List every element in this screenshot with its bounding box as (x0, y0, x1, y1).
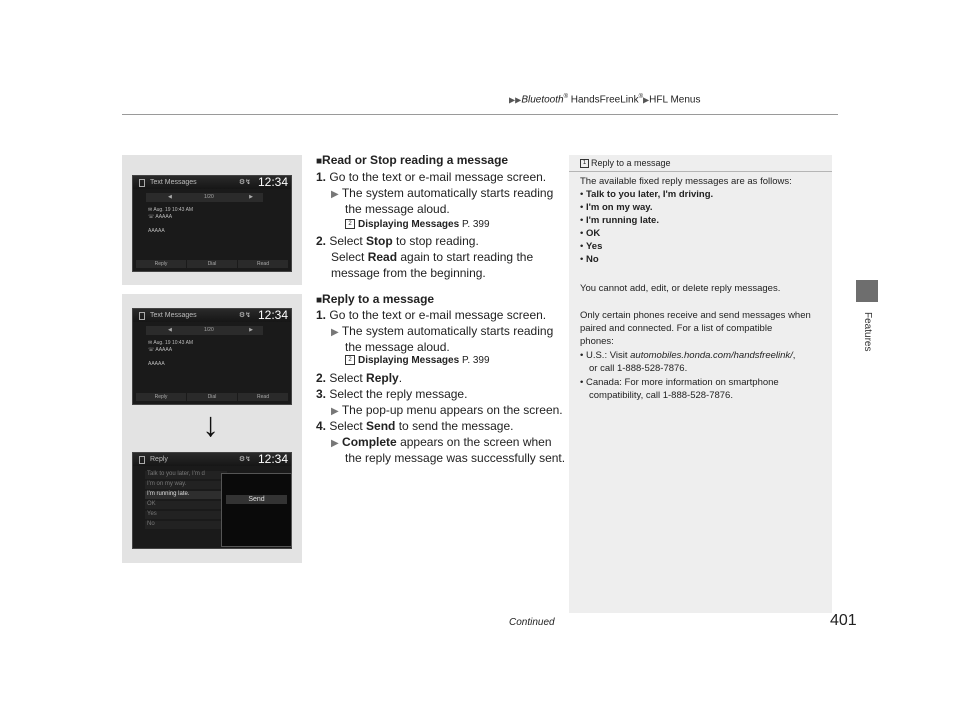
step-2-line-3: message from the beginning. (331, 266, 486, 280)
cross-reference[interactable]: 2 Displaying Messages P. 399 (345, 219, 490, 230)
message-sender: ☏ AAAAA (148, 214, 173, 220)
read-button[interactable]: Read (238, 393, 288, 401)
text-messages-screen (132, 308, 292, 405)
side-note-compat: paired and connected. For a list of compatible (580, 323, 773, 334)
reply-screen (132, 452, 292, 549)
page-number: 401 (830, 612, 857, 629)
step-4-result-cont: the reply message was successfully sent. (345, 451, 566, 465)
read-button[interactable]: Read (238, 260, 288, 268)
screen-title: Text Messages (150, 312, 197, 319)
canada-contact: • Canada: For more information on smartphone (580, 377, 779, 388)
status-icon: ⚙↯ (238, 312, 251, 319)
reply-item[interactable]: Talk to you later, I'm d (145, 471, 227, 479)
reply-option: • Yes (580, 241, 603, 252)
message-body: AAAAA (148, 361, 165, 367)
reference-icon: 2 (345, 355, 355, 365)
screen-button-bar (136, 393, 288, 401)
screen-title: Text Messages (150, 179, 197, 186)
pager-count: 1/20 (204, 327, 214, 333)
arrow-icon: ▶▶ (509, 95, 522, 105)
chapter-tab-label: Features (862, 312, 873, 352)
side-note-title: 1 Reply to a message (580, 158, 671, 169)
reference-icon: 2 (345, 219, 355, 229)
side-note-divider (569, 171, 832, 172)
step-3: 3. Select the reply message. (316, 387, 468, 401)
screen-title: Reply (150, 456, 168, 463)
message-pager[interactable] (146, 326, 263, 335)
step-1: 1. Go to the text or e-mail message screen. (316, 170, 547, 184)
next-arrow-icon[interactable]: ▶ (249, 327, 253, 333)
screenshot-panel-1 (122, 155, 302, 285)
dial-button[interactable]: Dial (187, 260, 237, 268)
reply-button[interactable]: Reply (136, 393, 186, 401)
section-heading: ■Reply to a message (316, 292, 435, 306)
prev-arrow-icon[interactable]: ◀ (168, 194, 172, 200)
send-button[interactable]: Send (226, 495, 287, 504)
section-reply (316, 292, 566, 472)
breadcrumb-hfl: HandsFreeLink (568, 94, 639, 106)
note-icon: 1 (580, 159, 589, 168)
side-note-intro: The available fixed reply messages are as follows: (580, 176, 792, 187)
breadcrumb-hfl-menus: HFL Menus (649, 94, 701, 106)
step-2: 2. Select Reply. (316, 371, 403, 385)
us-contact-phone: or call 1-888-528-7876. (589, 363, 688, 374)
side-note-compat: Only certain phones receive and send messages when (580, 310, 811, 321)
step-2: 2. Select Stop to stop reading. (316, 234, 479, 248)
pager-count: 1/20 (204, 194, 214, 200)
screen-button-bar (136, 260, 288, 268)
message-sender: ☏ AAAAA (148, 347, 173, 353)
status-icon: ⚙↯ (238, 456, 251, 463)
reply-option: • Talk to you later, I'm driving. (580, 189, 714, 200)
clock: 12:34 (257, 308, 288, 322)
screenshot-panel-2 (122, 294, 302, 563)
step-1: 1. Go to the text or e-mail message screen. (316, 308, 547, 322)
step-1-result-cont: the message aloud. (345, 340, 450, 354)
next-arrow-icon[interactable]: ▶ (249, 194, 253, 200)
reply-button[interactable]: Reply (136, 260, 186, 268)
step-1-result: ▶ The system automatically starts reading (331, 324, 554, 338)
prev-arrow-icon[interactable]: ◀ (168, 327, 172, 333)
reply-item[interactable]: OK (145, 501, 227, 509)
reply-item[interactable]: No (145, 521, 227, 529)
reply-item-selected[interactable]: I'm running late. (145, 491, 227, 499)
continued-label: Continued (509, 617, 555, 628)
registered-mark: ® (638, 94, 644, 100)
status-icon: ⚙↯ (238, 179, 251, 186)
chapter-tab-marker (856, 280, 878, 302)
cross-reference[interactable]: 2 Displaying Messages P. 399 (345, 355, 490, 366)
message-body: AAAAA (148, 228, 165, 234)
message-date: ✉ Aug. 19 10:43 AM (148, 207, 194, 213)
side-note-compat: phones: (580, 336, 614, 347)
header-divider (122, 114, 838, 115)
reply-item[interactable]: I'm on my way. (145, 481, 227, 489)
clock: 12:34 (257, 452, 288, 466)
reply-option: • No (580, 254, 599, 265)
step-2-line-2: Select Read again to start reading the (331, 250, 534, 264)
chapter-tab (853, 312, 881, 382)
breadcrumb (509, 94, 701, 105)
clock: 12:34 (257, 175, 288, 189)
arrow-icon: ▶ (643, 95, 650, 105)
phone-icon (139, 312, 145, 320)
step-4-result: ▶ Complete appears on the screen when (331, 435, 552, 449)
section-read-stop (316, 153, 566, 293)
step-4: 4. Select Send to send the message. (316, 419, 514, 433)
us-contact: • U.S.: Visit automobiles.honda.com/handsfreelink/, (580, 350, 796, 361)
reply-option: • OK (580, 228, 601, 239)
message-date: ✉ Aug. 19 10:43 AM (148, 340, 194, 346)
registered-mark: ® (563, 94, 568, 100)
down-arrow-icon: ↓ (202, 406, 219, 444)
message-pager[interactable] (146, 193, 263, 202)
send-popup (221, 473, 292, 547)
reply-option: • I'm on my way. (580, 202, 653, 213)
text-messages-screen (132, 175, 292, 272)
step-1-result: ▶ The system automatically starts reading (331, 186, 554, 200)
reply-option: • I'm running late. (580, 215, 659, 226)
breadcrumb-bluetooth: Bluetooth (521, 94, 564, 106)
dial-button[interactable]: Dial (187, 393, 237, 401)
step-3-result: ▶ The pop-up menu appears on the screen. (331, 403, 563, 417)
reply-item[interactable]: Yes (145, 511, 227, 519)
honda-link[interactable]: automobiles.honda.com/handsfreelink/ (630, 350, 793, 361)
phone-icon (139, 179, 145, 187)
canada-contact-phone: compatibility, call 1-888-528-7876. (589, 390, 733, 401)
step-1-result-cont: the message aloud. (345, 202, 450, 216)
phone-icon (139, 456, 145, 464)
side-note-restriction: You cannot add, edit, or delete reply messages. (580, 283, 781, 294)
section-heading: ■Read or Stop reading a message (316, 153, 509, 167)
